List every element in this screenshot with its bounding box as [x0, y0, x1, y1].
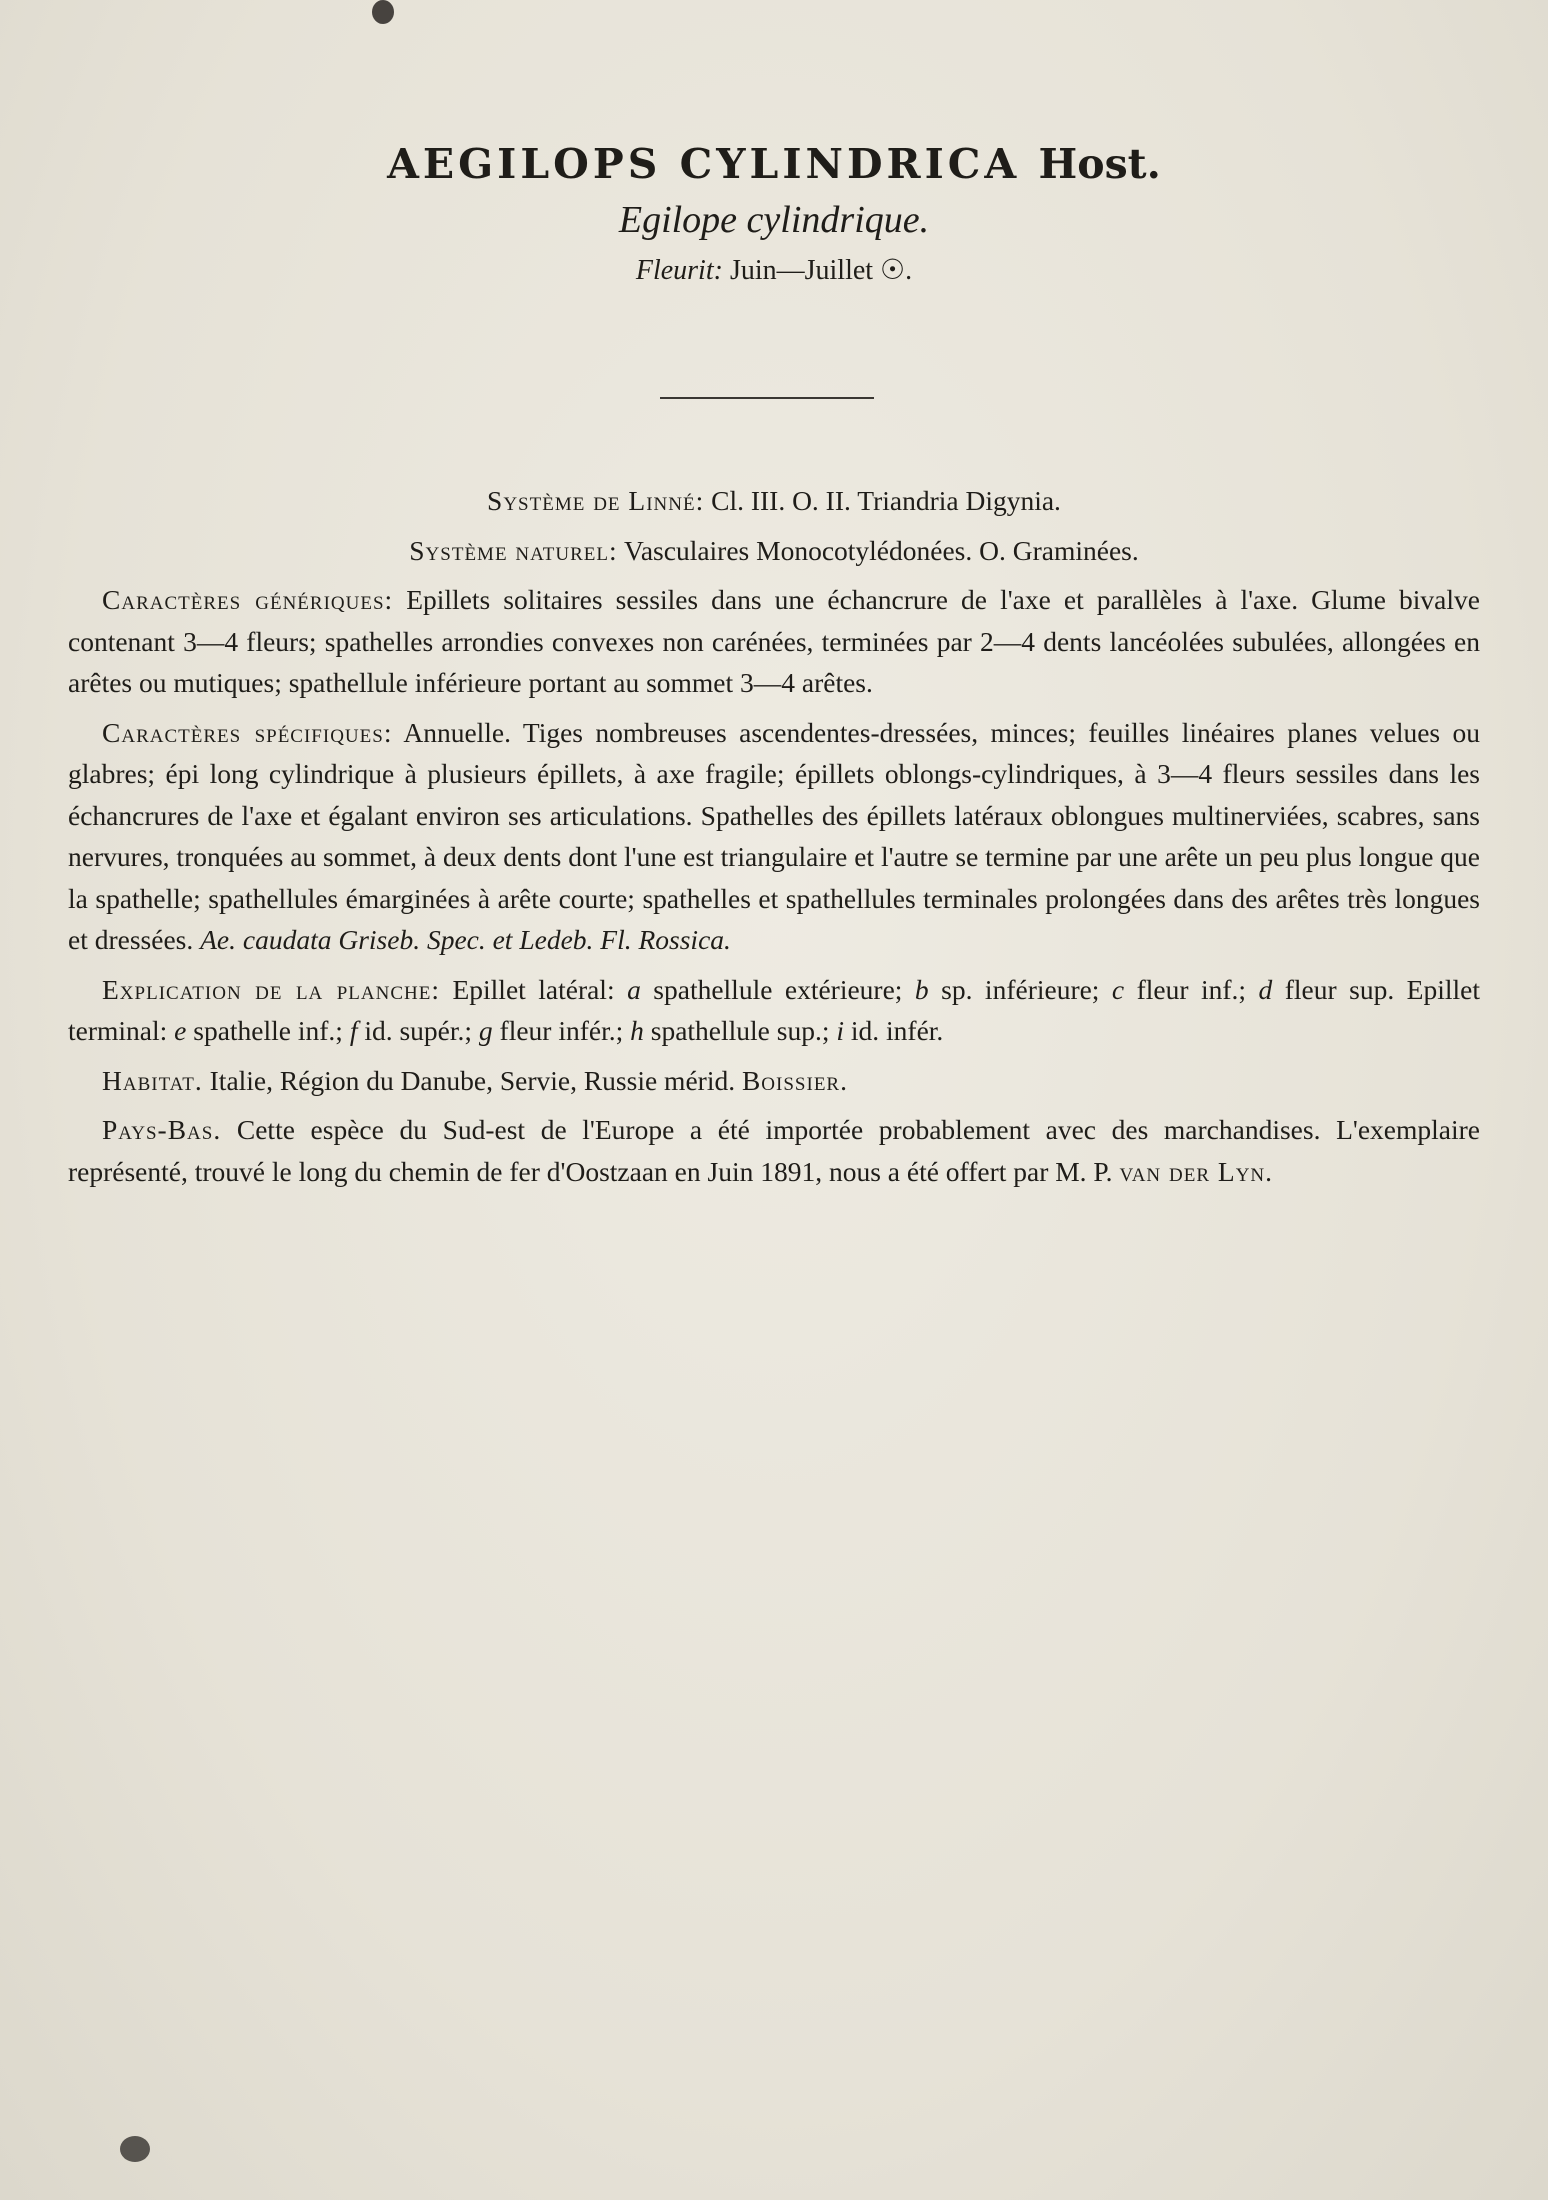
explication-fragment: spathelle inf.;: [186, 1015, 350, 1046]
flowering-label: Fleurit:: [635, 255, 723, 286]
explication-fragment: id. supér.;: [357, 1015, 479, 1046]
explication-fragment: spathellule sup.;: [643, 1015, 837, 1046]
explication-fragment: id. infér.: [844, 1015, 944, 1046]
section-specifiques: [68, 712, 1480, 961]
label-linne: Système de Linné:: [487, 485, 705, 516]
text-naturel: Vasculaires Monocotylédonées. O. Graminées.: [624, 534, 1139, 566]
source-habitat: Boissier.: [741, 1064, 848, 1096]
figure-letter-b: b: [914, 973, 929, 1005]
explication-fragment: spathellule extérieure;: [640, 973, 915, 1005]
figure-letter-d: d: [1258, 973, 1273, 1005]
explication-fragment: Epillet latéral:: [452, 973, 628, 1005]
section-habitat: [68, 1060, 1480, 1102]
explication-fragment: fleur sup. Epillet terminal:: [68, 973, 1480, 1046]
species-name: AEGILOPS CYLINDRICA: [387, 140, 1021, 188]
explication-fragment: sp. inférieure;: [928, 973, 1112, 1005]
text-linne: Cl. III. O. II. Triandria Digynia.: [711, 485, 1061, 516]
ink-speck-top: [372, 0, 394, 24]
flowering-value: Juin—Juillet ☉.: [729, 255, 913, 286]
common-name: Egilope cylindrique.: [618, 199, 930, 241]
label-paysbas: Pays-Bas.: [102, 1114, 222, 1145]
label-habitat: Habitat.: [102, 1064, 203, 1096]
figure-letter-e: e: [174, 1015, 187, 1046]
text-paysbas: Cette espèce du Sud-est de l'Europe a été importée probablement avec des marchandises. L'exemplaire représenté, trouvé le long du chemin de fer d'Oostzaan en Juin 1891, nous a été offert par M. P.: [68, 1114, 1480, 1187]
label-generiques: Caractères génériques:: [102, 584, 394, 615]
figure-letter-c: c: [1111, 973, 1125, 1005]
explication-fragment: fleur inf.;: [1124, 973, 1259, 1005]
species-title: [0, 138, 1548, 190]
divider-rule: [660, 397, 874, 399]
body-text: [68, 480, 1480, 1200]
figure-letter-a: a: [627, 973, 641, 1005]
donor-paysbas: van der Lyn.: [1119, 1155, 1274, 1187]
text-habitat: Italie, Région du Danube, Servie, Russie mérid.: [209, 1064, 736, 1096]
label-specifiques: Caractères spécifiques:: [102, 716, 393, 748]
section-linne: [68, 480, 1480, 522]
species-author: Host.: [1038, 140, 1161, 188]
figure-letter-g: g: [478, 1015, 493, 1046]
explication-fragment: fleur infér.;: [492, 1015, 631, 1046]
figure-letter-i: i: [836, 1015, 844, 1046]
citation-specifiques: Ae. caudata Griseb. Spec. et Ledeb. Fl. Rossica.: [200, 924, 731, 955]
figure-letter-h: h: [630, 1015, 644, 1046]
figure-letter-f: f: [349, 1015, 358, 1046]
title-block: [0, 138, 1548, 290]
flowering-line: [0, 252, 1548, 290]
text-generiques: Epillets solitaires sessiles dans une échancrure de l'axe et parallèles à l'axe. Glume bivalve contenant 3—4 fleurs; spathelles arrondies convexes non carénées, terminées par 2—4 dents lancéolées subulées, allongées en arêtes ou mutiques; spathellule inférieure portant au sommet 3—4 arêtes.: [68, 584, 1480, 698]
section-naturel: [68, 530, 1480, 572]
section-paysbas: [68, 1109, 1480, 1192]
label-naturel: Système naturel:: [409, 534, 618, 566]
text-specifiques: Annuelle. Tiges nombreuses ascendentes-dressées, minces; feuilles linéaires planes velues ou glabres; épi long cylindrique à plusieurs épillets, à axe fragile; épillets oblongs-cylindriques, à 3—4 fleurs sessiles dans les échancrures de l'axe et égalant environ ses articulations. Spathelles des épillets latéraux oblongues multinerviées, scabres, sans nervures, tronquées au sommet, à deux dents dont l'une est triangulaire et l'autre se termine par une arête un peu plus longue que la spathelle; spathellules émarginées à arête courte; spathelles et spathellules terminales prolongées dans des arêtes très longues et dressées.: [68, 716, 1481, 955]
section-explication: [68, 969, 1480, 1052]
ink-speck-bottom: [120, 2136, 150, 2162]
section-generiques: [68, 579, 1480, 704]
label-explication: Explication de la planche:: [102, 973, 440, 1005]
